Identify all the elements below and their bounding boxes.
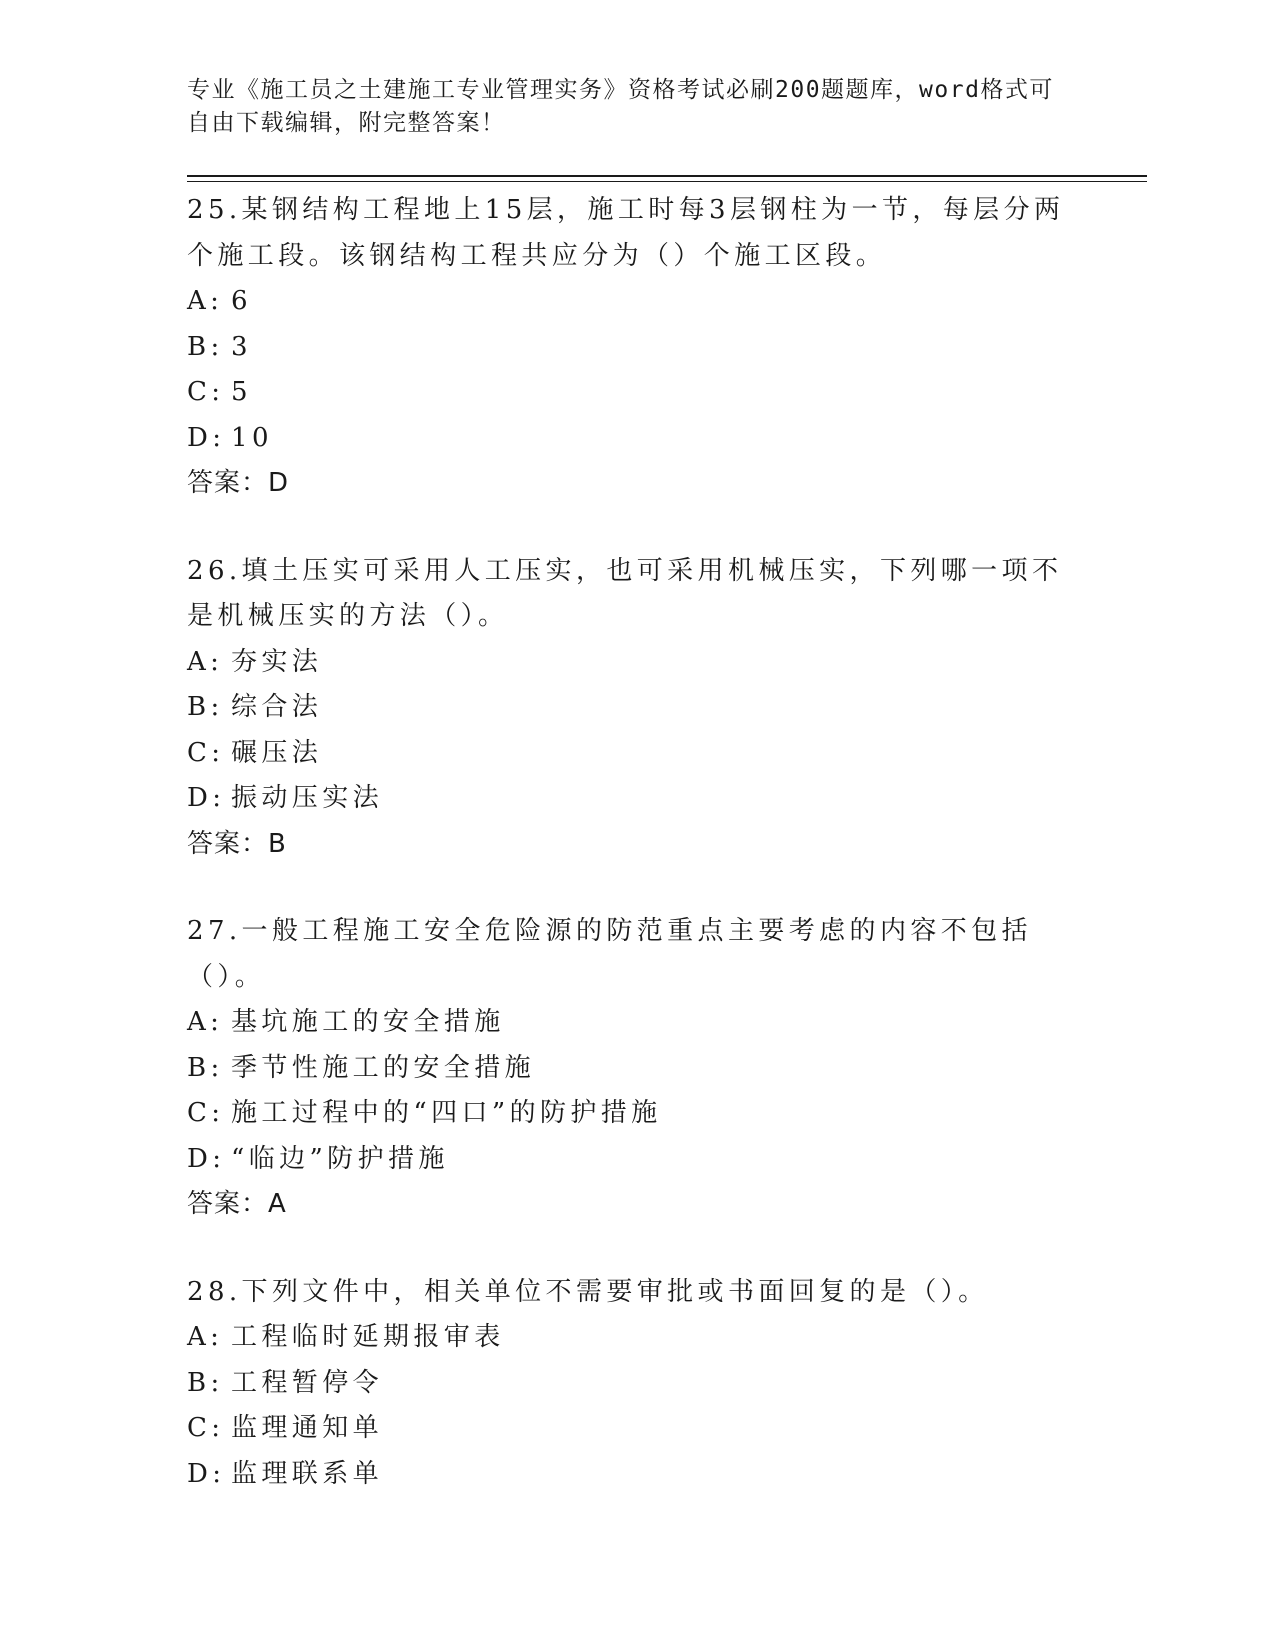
option-text: 6 [231, 286, 252, 316]
option-d [187, 1137, 1087, 1183]
header-divider-thick [187, 175, 1147, 177]
option-b [187, 1046, 1087, 1092]
option-text: 施工过程中的“四口”的防护措施 [231, 1098, 662, 1128]
option-letter: D: [187, 1143, 226, 1174]
option-b [187, 325, 1087, 371]
option-letter: C: [187, 377, 225, 407]
header-line-2: 自由下载编辑，附完整答案！ [187, 110, 506, 136]
question-26 [187, 549, 1087, 868]
option-text: 3 [231, 331, 252, 362]
option-a [187, 1000, 1087, 1046]
answer-line: 答案：B [187, 828, 287, 859]
option-text: 夯实法 [231, 646, 323, 677]
option-text: 工程暂停令 [231, 1367, 384, 1398]
option-a [187, 1315, 1087, 1361]
question-stem: 27.一般工程施工安全危险源的防范重点主要考虑的内容不包括（）。 [187, 916, 1032, 992]
answer-line: 答案：D [187, 468, 290, 498]
question-stem: 25.某钢结构工程地上15层，施工时每3层钢柱为一节，每层分两个施工段。该钢结构工程共应分为（）个施工区段。 [187, 195, 1065, 271]
option-letter: A: [187, 1007, 224, 1037]
option-c [187, 1091, 1087, 1137]
option-text: 碾压法 [231, 737, 323, 768]
option-letter: B: [187, 331, 224, 362]
option-letter: B: [187, 1052, 224, 1083]
option-a [187, 640, 1087, 686]
question-stem: 28.下列文件中，相关单位不需要审批或书面回复的是（）。 [187, 1276, 989, 1307]
option-letter: B: [187, 1367, 224, 1398]
option-letter: D: [187, 783, 226, 813]
option-letter: C: [187, 1098, 225, 1128]
option-letter: A: [187, 1322, 224, 1352]
option-letter: A: [187, 646, 224, 677]
question-25 [187, 188, 1087, 507]
header-line-1: 专业《施工员之土建施工专业管理实务》资格考试必刷200题题库，word格式可 [187, 77, 1054, 103]
option-text: 监理联系单 [231, 1458, 384, 1489]
header-divider-thin [187, 181, 1147, 182]
question-list [187, 188, 1087, 1539]
option-letter: D: [187, 1458, 226, 1489]
question-27 [187, 909, 1087, 1228]
option-text: 季节性施工的安全措施 [231, 1052, 536, 1083]
option-b [187, 1361, 1087, 1407]
option-d [187, 776, 1087, 822]
question-28 [187, 1270, 1087, 1498]
option-letter: D: [187, 422, 226, 453]
option-letter: A: [187, 286, 224, 316]
answer-line: 答案：A [187, 1189, 287, 1219]
option-text: 工程临时延期报审表 [231, 1322, 505, 1352]
option-a [187, 279, 1087, 325]
option-text: 监理通知单 [231, 1413, 384, 1443]
option-text: 10 [231, 422, 273, 453]
option-d [187, 1452, 1087, 1498]
document-header [187, 74, 1067, 140]
option-text: 基坑施工的安全措施 [231, 1007, 505, 1037]
question-stem: 26.填土压实可采用人工压实，也可采用机械压实，下列哪一项不是机械压实的方法（）。 [187, 555, 1063, 631]
option-b [187, 685, 1087, 731]
option-d [187, 416, 1087, 462]
option-text: 振动压实法 [231, 783, 384, 813]
option-letter: C: [187, 737, 225, 768]
option-c [187, 731, 1087, 777]
option-c [187, 1406, 1087, 1452]
option-c [187, 370, 1087, 416]
option-letter: B: [187, 692, 224, 722]
option-letter: C: [187, 1413, 225, 1443]
option-text: 5 [231, 377, 252, 407]
option-text: 综合法 [231, 692, 323, 722]
option-text: “临边”防护措施 [231, 1143, 449, 1174]
